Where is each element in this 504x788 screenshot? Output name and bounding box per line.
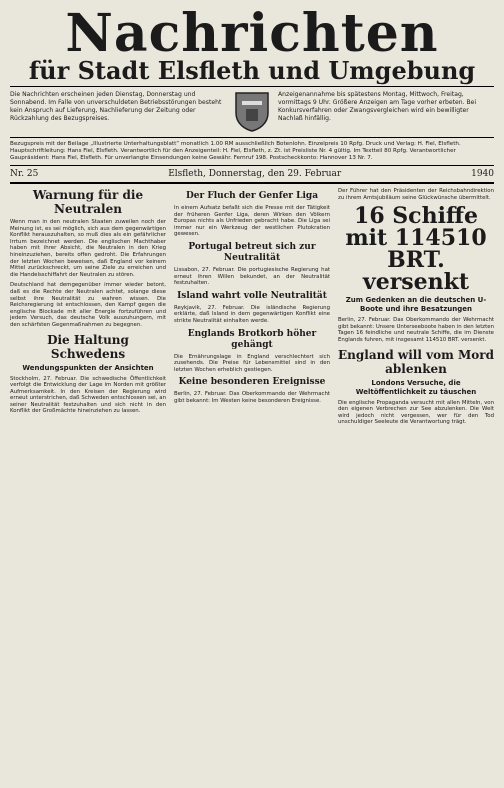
newspaper-subtitle: für Stadt Elsfleth und Umgebung bbox=[28, 56, 476, 85]
article-headline: Island wahrt volle Neutralität bbox=[177, 290, 327, 301]
issue-year: 1940 bbox=[471, 169, 494, 179]
article-headline: Englands Brotkorb höher gehängt bbox=[187, 328, 317, 350]
article-headline: Portugal betreut sich zur Neutralität bbox=[188, 241, 316, 263]
coat-of-arms-icon bbox=[234, 91, 270, 133]
info-bar bbox=[10, 86, 494, 138]
issue-number: Nr. 25 bbox=[10, 169, 39, 179]
article-headline: Warnung für die Neutralen bbox=[32, 188, 144, 216]
column-3 bbox=[338, 188, 494, 788]
article-body: In einem Aufsatz befaßt sich die Presse mit der Tätigkeit der früheren Genfer Liga, deren Wirken den Völkern Europas nichts als Unfrieden gebracht habe. Die Liga sei immer nur ein Werkzeug der westlichen Plutokratien gewesen. bbox=[174, 205, 330, 238]
article-body: Wenn man in den neutralen Staaten zuweilen noch der Meinung ist, es sei möglich, sich aus dem gegenwärtigen Konflikt herauszuhalten, so muß dies als ein gefährlicher Irrtum bezeichnet werden. Die englischen Machthaber haben mit ihrer Absicht, die Neutralen in den Krieg hineinzuziehen, bereits offen gedroht. Die Erfahrungen der letzten Wochen beweisen, daß England vor keinem Mittel zurückschreckt, um seine Ziele zu erreichen und die Handelsschiffahrt der Neutralen zu stören. bbox=[10, 219, 166, 278]
column-1 bbox=[10, 188, 166, 788]
advert-info: Anzeigenannahme bis spätestens Montag, Mittwoch, Freitag, vormittags 9 Uhr. Größere Anzeigen am Tage vorher erbeten. Bei Konkursverfahren oder Zwangsvergleichen wird ein bewilligter Nachlaß hinfällig. bbox=[278, 91, 477, 122]
article-headline: Der Fluch der Genfer Liga bbox=[185, 191, 319, 201]
article-headline: Keine besonderen Ereignisse bbox=[178, 377, 326, 388]
article-body: Der Führer hat den Präsidenten der Reichsbahndirektion zu ihrem Amtsjubiläum seine Glückwünsche übermittelt. bbox=[338, 188, 494, 201]
article-body: Die englische Propaganda versucht mit allen Mitteln, von den eigenen Verbrechen zur See abzulenken. Die Welt wird jedoch nicht vergessen, wer für den Tod unschuldiger Seeleute die Verantwortung trägt. bbox=[338, 399, 494, 426]
article-columns bbox=[10, 188, 494, 788]
article-subheadline: Wendungspunkten der Ansichten bbox=[22, 363, 154, 372]
masthead bbox=[10, 3, 494, 85]
newspaper-title: Nachrichten bbox=[65, 3, 439, 64]
article-body: Reykjavik, 27. Februar. Die isländische Regierung erklärte, daß Island in dem gegenwärtigen Konflikt eine strikte Neutralität einhalten werde. bbox=[174, 304, 330, 324]
column-2 bbox=[174, 188, 330, 788]
article-body: Berlin, 27. Februar. Das Oberkommando der Wehrmacht gibt bekannt: Im Westen keine besonderen Ereignisse. bbox=[174, 391, 330, 404]
place-date: Elsfleth, Donnerstag, den 29. Februar bbox=[168, 169, 342, 179]
publication-info: Die Nachrichten erscheinen jeden Dienstag, Donnerstag und Sonnabend. Im Falle von unverschuldeten Betriebsstörungen besteht kein Anspruch auf Lieferung, Nachlieferung der Zeitung oder Rückzahlung des Bezugspreises. bbox=[10, 91, 222, 122]
article-body: Lissabon, 27. Februar. Die portugiesische Regierung hat erneut ihren Willen bekundet, an der Neutralität festzuhalten. bbox=[174, 266, 330, 287]
article-headline: England will vom Mord ablenken bbox=[338, 347, 494, 376]
article-subheadline: Londons Versuche, die Weltöffentlichkeit zu täuschen bbox=[355, 378, 477, 396]
big-headline: 16 Schiffe mit 114510 BRT. versenkt bbox=[345, 203, 487, 296]
dateline bbox=[10, 166, 494, 184]
article-headline: Die Haltung Schwedens bbox=[47, 332, 129, 361]
subscription-line: Bezugspreis mit der Beilage „Illustrierte Unterhaltungsblatt“ monatlich 1.00 RM ausschließlich Botenlohn. Einzelpreis 10 Rpfg. Druck und Verlag: H. Fiel, Elsfleth. Hauptschriftleitung: Hans Fiel, Elsfleth. Verantwortlich für den Anzeigenteil: H. Fiel, Elsfleth, z. Zt. ist Preisliste Nr. 4 gültig. Im Textteil 80 Rpfg. Verantwortlicher Gaupräsident: Hans Fiel, Elsfleth. Für unverlangte Einsendungen keine Gewähr. Fernruf 198. Postscheckkonto: Hannover 13 Nr. 7. bbox=[10, 138, 494, 166]
article-body: Deutschland hat demgegenüber immer wieder betont, daß es die Rechte der Neutralen achtet, solange diese selbst ihre Neutralität zu wahren wissen. Die Reichsregierung ist entschlossen, den Kampf gegen die englische Blockade mit aller Energie fortzuführen und jedem Versuch, das deutsche Volk auszuhungern, mit den schärfsten Gegenmaßnahmen zu begegnen. bbox=[10, 282, 166, 328]
article-body: Stockholm, 27. Februar. Die schwedische Öffentlichkeit verfolgt die Entwicklung der Lage im Norden mit größter Aufmerksamkeit. In den Kreisen der Regierung wird erneut unterstrichen, daß Schweden entschlossen sei, an seiner Neutralität festzuhalten und sich nicht in den Konflikt der Großmächte hineinziehen zu lassen. bbox=[10, 375, 166, 415]
article-body: Berlin, 27. Februar. Das Oberkommando der Wehrmacht gibt bekannt: Unsere Unterseeboote haben in den letzten Tagen 16 feindliche und neutrale Schiffe, die im Dienste Englands fuhren, mit insgesamt 114510 BRT. versenkt. bbox=[338, 317, 494, 343]
article-body: Die Ernährungslage in England verschlechtert sich zusehends. Die Preise für Lebensmittel sind in den letzten Wochen erheblich gestiegen. bbox=[174, 353, 330, 373]
article-subheadline: Zum Gedenken an die deutschen U-Boote und ihre Besatzungen bbox=[345, 296, 487, 314]
